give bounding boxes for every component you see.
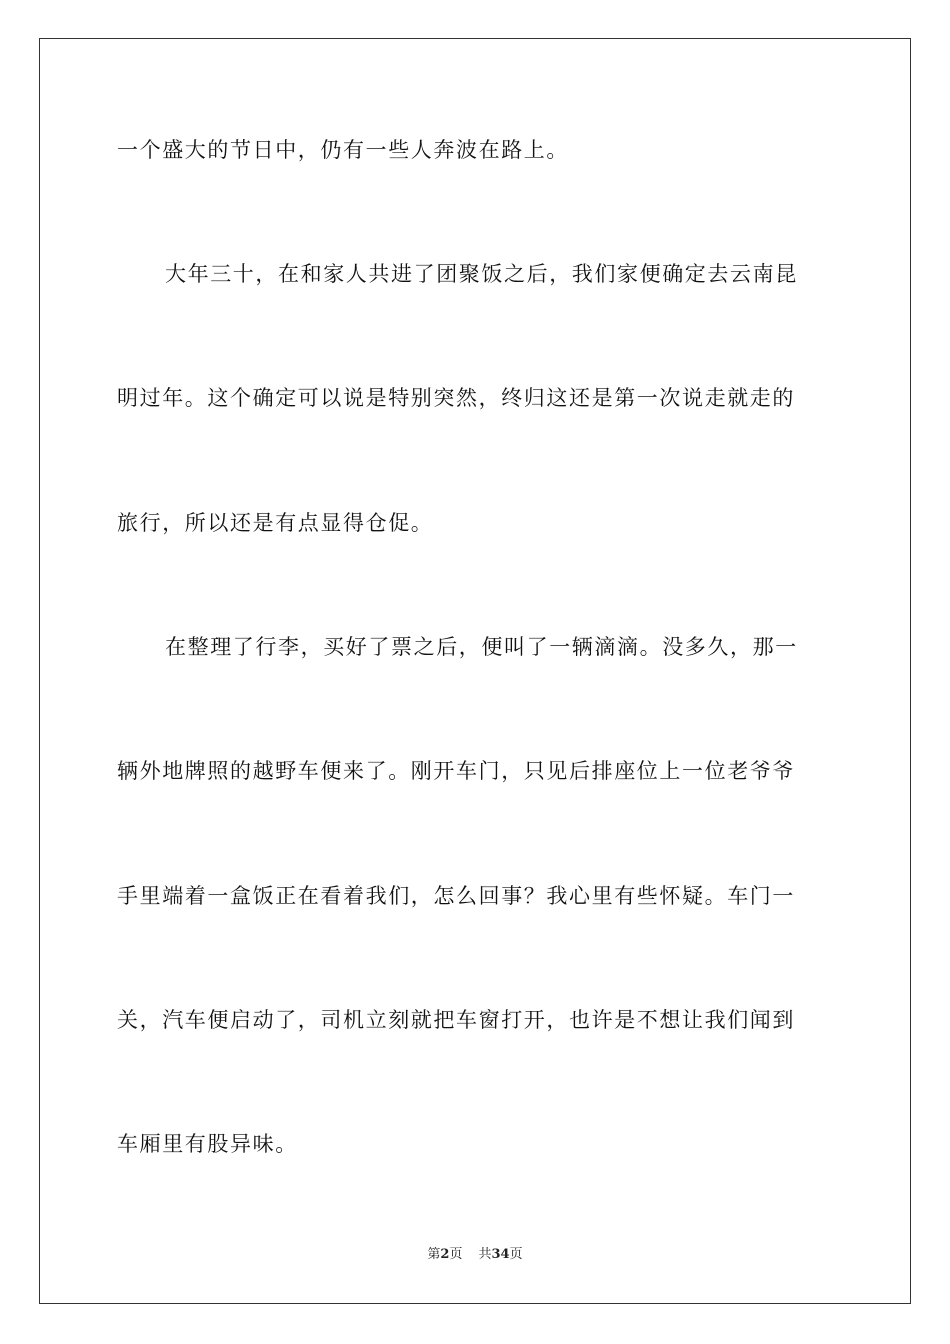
paragraph-line: 旅行，所以还是有点显得仓促。 bbox=[117, 511, 434, 535]
paragraph-line: 车厢里有股异味。 bbox=[117, 1132, 298, 1156]
paragraph-line: 关，汽车便启动了，司机立刻就把车窗打开，也许是不想让我们闻到 bbox=[117, 1008, 795, 1032]
footer-total-prefix: 共 bbox=[478, 1247, 492, 1262]
paragraph-line: 辆外地牌照的越野车便来了。刚开车门，只见后排座位上一位老爷爷 bbox=[117, 759, 795, 783]
page-footer bbox=[0, 1246, 950, 1264]
paragraph-line: 大年三十，在和家人共进了团聚饭之后，我们家便确定去云南昆 bbox=[165, 262, 798, 286]
footer-prefix: 第 bbox=[427, 1247, 441, 1262]
footer-total-suffix: 页 bbox=[509, 1247, 523, 1262]
paragraph-line: 明过年。这个确定可以说是特别突然，终归这还是第一次说走就走的 bbox=[117, 386, 795, 410]
page-border bbox=[39, 38, 911, 1304]
paragraph-line: 在整理了行李，买好了票之后，便叫了一辆滴滴。没多久，那一 bbox=[165, 635, 798, 659]
current-page-number: 2 bbox=[440, 1247, 450, 1262]
paragraph-line: 手里端着一盒饭正在看着我们，怎么回事？我心里有些怀疑。车门一 bbox=[117, 884, 795, 908]
footer-page-suffix: 页 bbox=[449, 1247, 463, 1262]
paragraph-line: 一个盛大的节日中，仍有一些人奔波在路上。 bbox=[117, 138, 569, 162]
total-pages-number: 34 bbox=[491, 1247, 510, 1262]
